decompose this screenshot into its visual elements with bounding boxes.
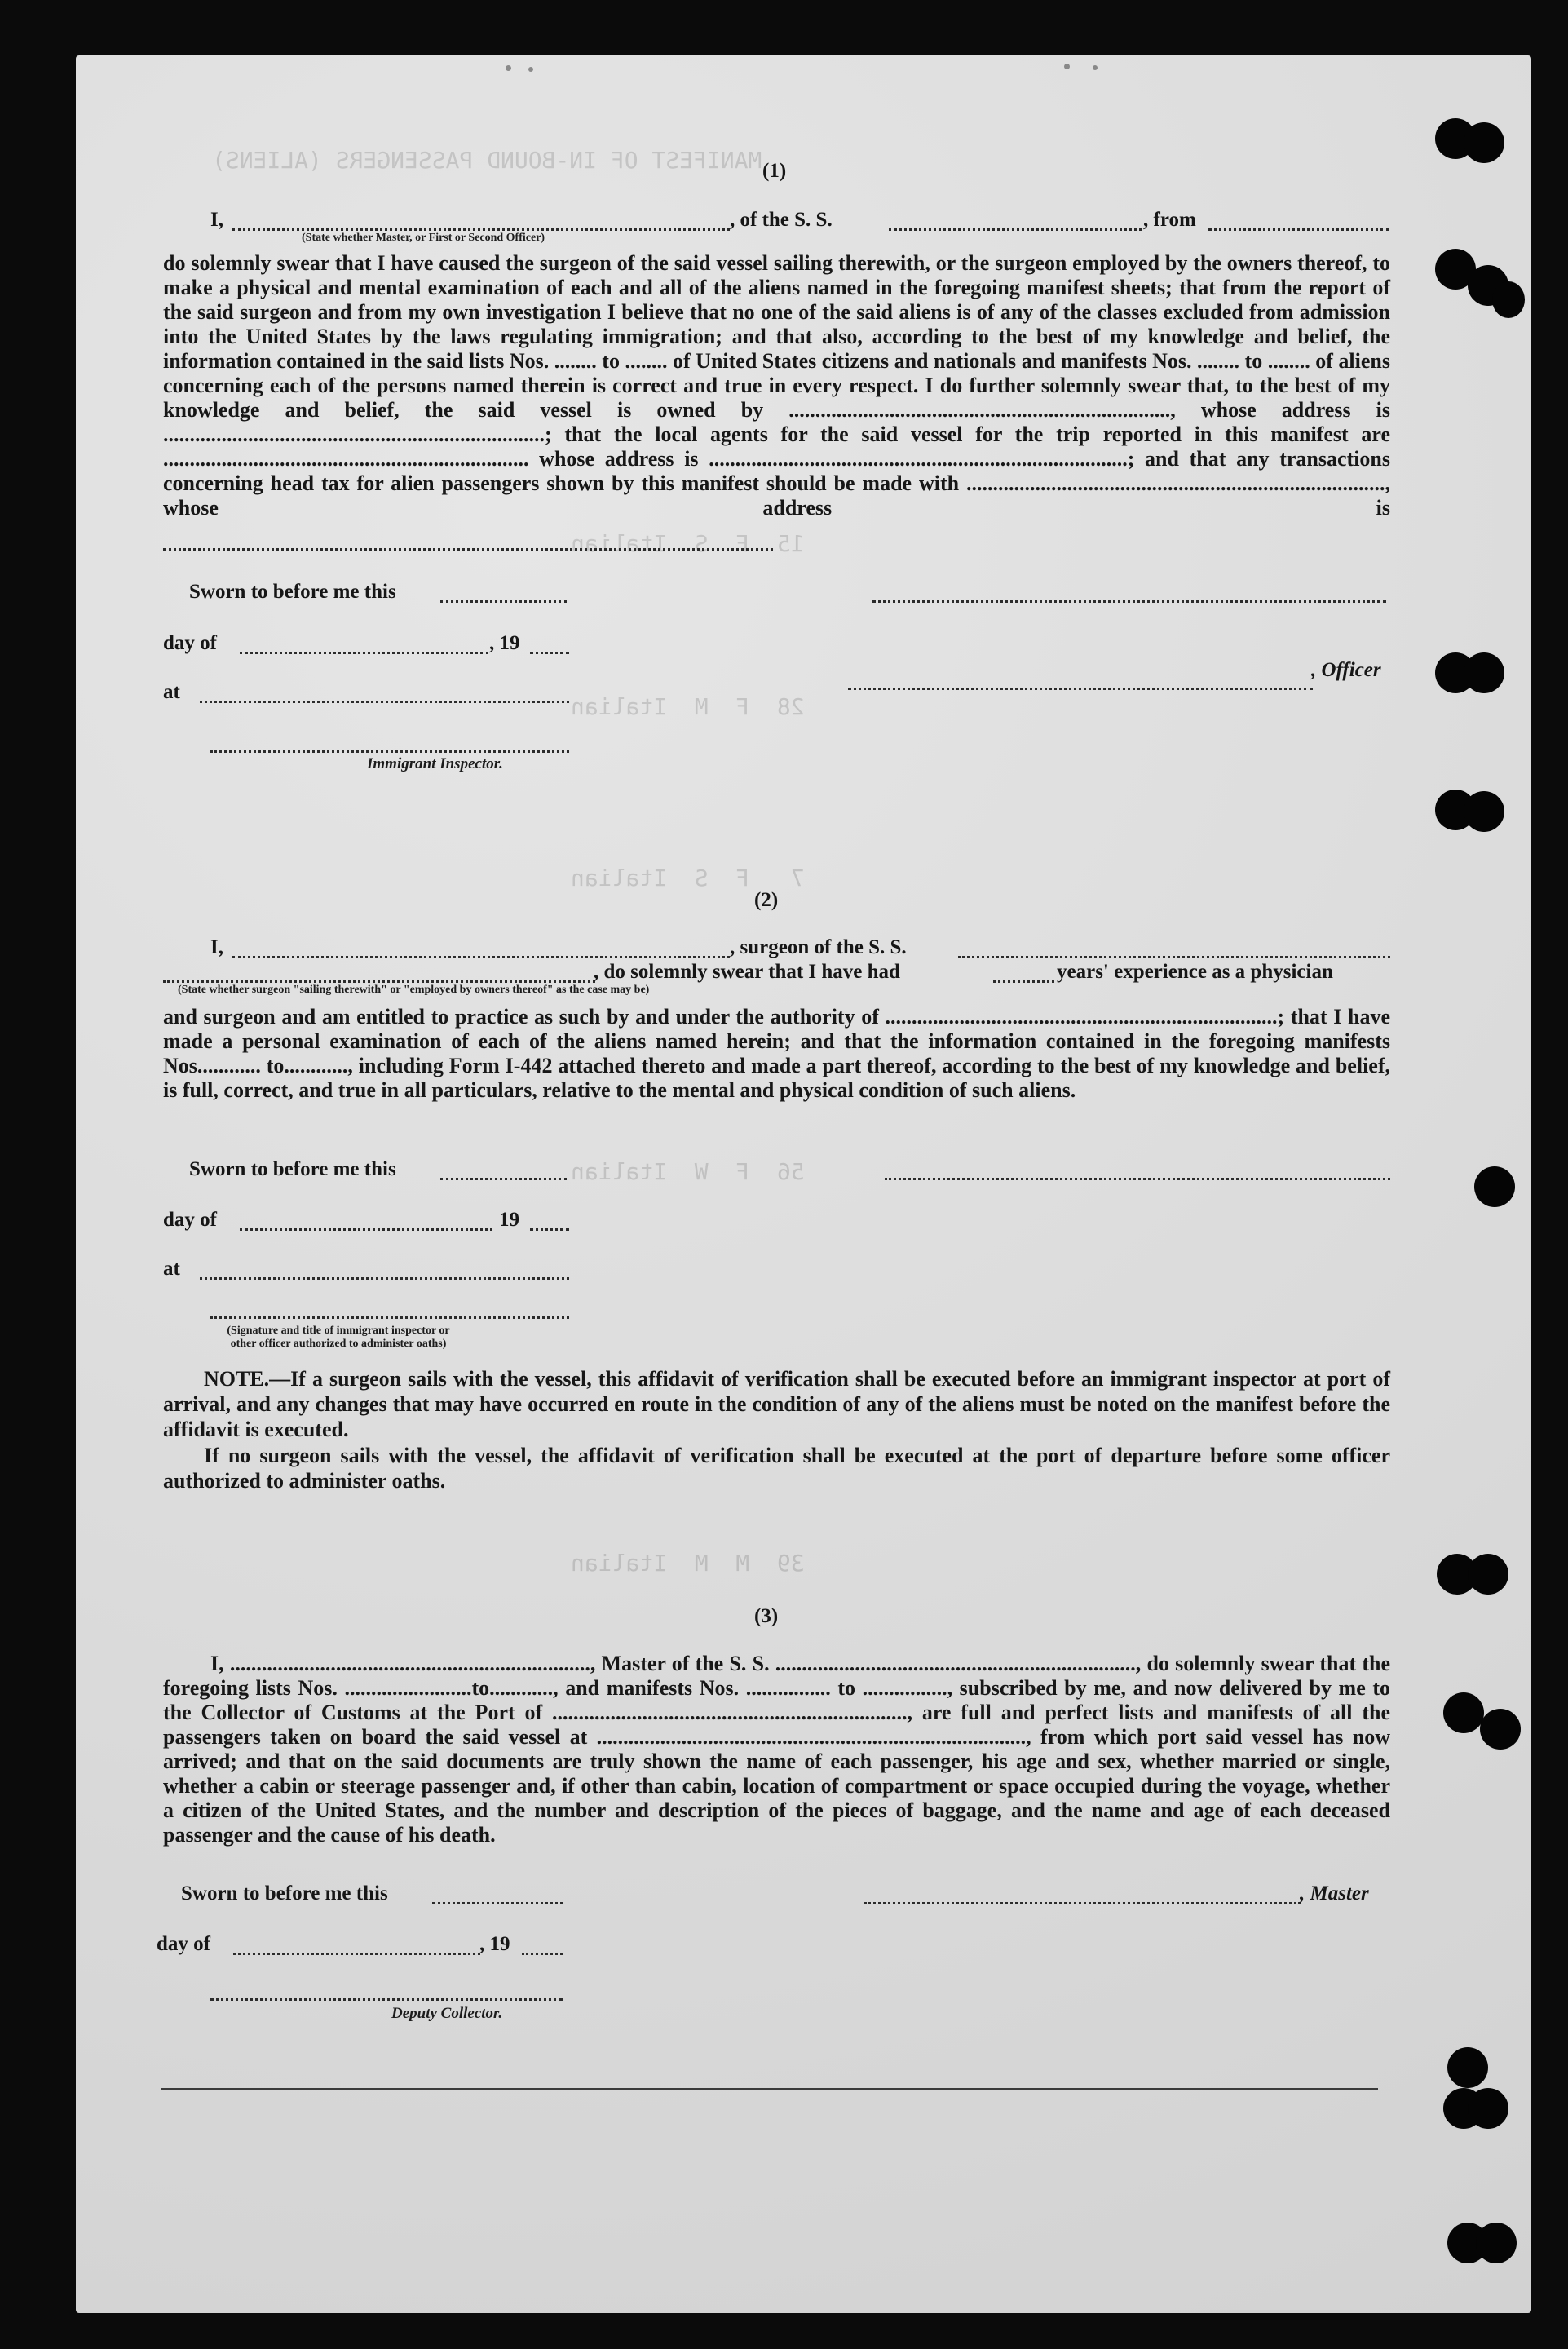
sec2-at-label: at (163, 1258, 180, 1280)
sec1-inspector-signature[interactable] (210, 750, 569, 753)
sec2-years-label: years' experience as a physician (1057, 961, 1333, 983)
sec3-oath-text: I, ...................................................................., Master of the S. S. ...................................................................., do solemnly swear that the foregoing lists Nos. ........................to............, and manifests Nos. ................ to ................, subscribed by me, and now delivered by me to the Collector of Customs at the Port of ..................................................................., are full and perfect lists and manifests of all the passengers taken on board the said vessel at ................................................................................., from which port said vessel has now arrived; and that on the said documents are truly shown the name of each passenger, his age and sex, whether married or single, whether a cabin or steerage passenger and, if other than cabin, location of compartment or space occupied during the voyage, whether a citizen of the United States, and the number and description of the pieces of baggage, and the name and age of each deceased passenger and the cause of his death. (163, 1652, 1390, 1847)
sec1-at-label: at (163, 681, 180, 703)
sec3-collector-signature[interactable] (210, 1998, 563, 2001)
bleed-through: MANIFEST OF IN-BOUND PASSENGERS (ALIENS) (212, 147, 762, 174)
sec1-month-field[interactable] (240, 652, 488, 654)
sec1-oath-text: do solemnly swear that I have caused the surgeon of the said vessel sailing therewith, or the surgeon employed by the owners thereof, to make a physical and mental examination of each and all of the aliens named in the foregoing manifest sheets; that from the report of the said surgeon and from my own investigation I believe that no one of the said aliens is of any of the classes excluded from admission into the United States by the laws regulating immigration; and that also, according to the best of my knowledge and belief, the information contained in the said lists Nos. ........ to ........ of United States citizens and nationals and manifests Nos. ........ to ........ of aliens concerning each of the persons named therein is correct and true in every respect. I do further solemnly swear that, to the best of my knowledge and belief, the said vessel is owned by ........................................................................, whose address is ........................................................................; that the local agents for the said vessel for the trip reported in this manifest are ..................................................................... whose address is ...............................................................................; and that any transactions concerning head tax for alien passengers shown by this manifest should be made with ..............................................................................., whose address is (163, 251, 1390, 520)
sec1-officer-signature-field[interactable] (872, 600, 1386, 603)
sec2-vessel-field[interactable] (958, 956, 1390, 958)
sec1-year-field[interactable] (530, 652, 569, 654)
section-3-number: (3) (754, 1605, 779, 1627)
sec1-from-label: , from (1143, 209, 1196, 231)
speck (528, 67, 533, 72)
bleed-through: 56 F W Italian (571, 1158, 805, 1185)
sec3-collector-caption: Deputy Collector. (391, 2005, 503, 2022)
punch-hole-icon (1464, 791, 1504, 832)
speck (1093, 65, 1098, 70)
sec2-month-field[interactable] (240, 1228, 492, 1231)
sec1-day-of-label: day of (163, 632, 217, 654)
speck (1064, 64, 1070, 69)
sec3-year-prefix: , 19 (479, 1933, 510, 1955)
sec1-at-field[interactable] (200, 701, 569, 703)
sec2-solemnly-label: , do solemnly swear that I have had (594, 961, 900, 983)
punch-hole-icon (1464, 122, 1504, 163)
sec2-at-field[interactable] (200, 1277, 569, 1280)
section-2-number: (2) (754, 889, 779, 911)
sec2-day-field[interactable] (440, 1178, 567, 1180)
sec3-sworn-label: Sworn to before me this (181, 1882, 388, 1904)
sec2-signature-caption: (Signature and title of immigrant inspector or other officer authorized to administer oaths) (227, 1325, 450, 1350)
bleed-through: 7 F S Italian (571, 865, 805, 891)
sec2-surgeon-of-ss-label: , surgeon of the S. S. (730, 936, 907, 958)
sec1-of-ss-label: , of the S. S. (730, 209, 833, 231)
sec3-year-field[interactable] (522, 1953, 563, 1955)
punch-hole-icon (1492, 281, 1525, 318)
punch-hole-icon (1480, 1709, 1521, 1750)
sec2-sworn-label: Sworn to before me this (189, 1158, 396, 1180)
sec2-inspector-signature[interactable] (210, 1316, 569, 1319)
punch-hole-icon (1476, 2223, 1517, 2263)
sec2-day-of-label: day of (163, 1209, 217, 1231)
officer-rank-field[interactable] (232, 228, 730, 231)
punch-hole-icon (1464, 652, 1504, 693)
punch-hole-icon (1474, 1166, 1515, 1207)
sec3-day-of-label: day of (157, 1933, 210, 1955)
speck (506, 65, 511, 71)
punch-hole-icon (1443, 1692, 1484, 1733)
sec2-surgeon-signature-field[interactable] (885, 1178, 1390, 1180)
sec1-officer-label: , Officer (1311, 659, 1381, 681)
punch-hole-icon (1468, 1554, 1508, 1595)
sec1-i-label: I, (210, 209, 223, 231)
bleed-through: 28 F M Italian (571, 693, 805, 720)
surgeon-name-field[interactable] (232, 956, 730, 958)
departure-port-field[interactable] (1208, 228, 1389, 231)
sec2-oath-text: and surgeon and am entitled to practice as such by and under the authority of ..........................................................................; that I have made a personal examination of each of the aliens named herein; and that the information contained in the foregoing manifests Nos............ to............, including Form I-442 attached thereto and made a part thereof, according to the best of my knowledge and belief, is full, correct, and true in all particulars, relative to the mental and physical condition of such aliens. (163, 1005, 1390, 1102)
sec2-status-caption: (State whether surgeon "sailing therewith" or "employed by owners thereof" as the case may be) (178, 984, 650, 996)
sec2-note-2: If no surgeon sails with the vessel, the affidavit of verification shall be executed at the port of departure before some officer authorized to administer oaths. (163, 1444, 1390, 1493)
punch-hole-icon (1468, 2088, 1508, 2129)
sec3-month-field[interactable] (233, 1953, 480, 1955)
vessel-name-field[interactable] (889, 228, 1142, 231)
surgeon-status-field[interactable] (163, 980, 595, 983)
sec1-year-prefix: , 19 (489, 632, 520, 654)
bottom-rule (161, 2088, 1378, 2090)
sec2-i-label: I, (210, 936, 223, 958)
sec3-master-signature-field[interactable] (864, 1902, 1301, 1904)
sec1-sworn-label: Sworn to before me this (189, 581, 396, 603)
sec2-year-field[interactable] (530, 1228, 569, 1231)
sec1-inspector-caption: Immigrant Inspector. (367, 755, 503, 772)
sec3-master-label: , Master (1300, 1882, 1369, 1904)
punch-hole-icon (1447, 2047, 1488, 2088)
sec1-rank-caption: (State whether Master, or First or Second Officer) (302, 232, 545, 244)
sec1-address-continuation[interactable] (163, 548, 773, 551)
sec1-officer-line[interactable] (848, 688, 1313, 690)
section-1-number: (1) (762, 160, 787, 182)
sec2-year-prefix: 19 (499, 1209, 519, 1231)
sec3-day-field[interactable] (432, 1902, 563, 1904)
years-experience-field[interactable] (993, 980, 1054, 983)
sec2-note-1: NOTE.—If a surgeon sails with the vessel, this affidavit of verification shall be executed before an immigrant inspector at port of arrival, and any changes that may have occurred en route in the condition of any of the aliens must be noted on the manifest before the affidavit is executed. (163, 1367, 1390, 1441)
bleed-through: 39 M M Italian (571, 1550, 805, 1577)
sec1-day-field[interactable] (440, 600, 567, 603)
bleed-through: 15 F S Italian (571, 530, 805, 557)
